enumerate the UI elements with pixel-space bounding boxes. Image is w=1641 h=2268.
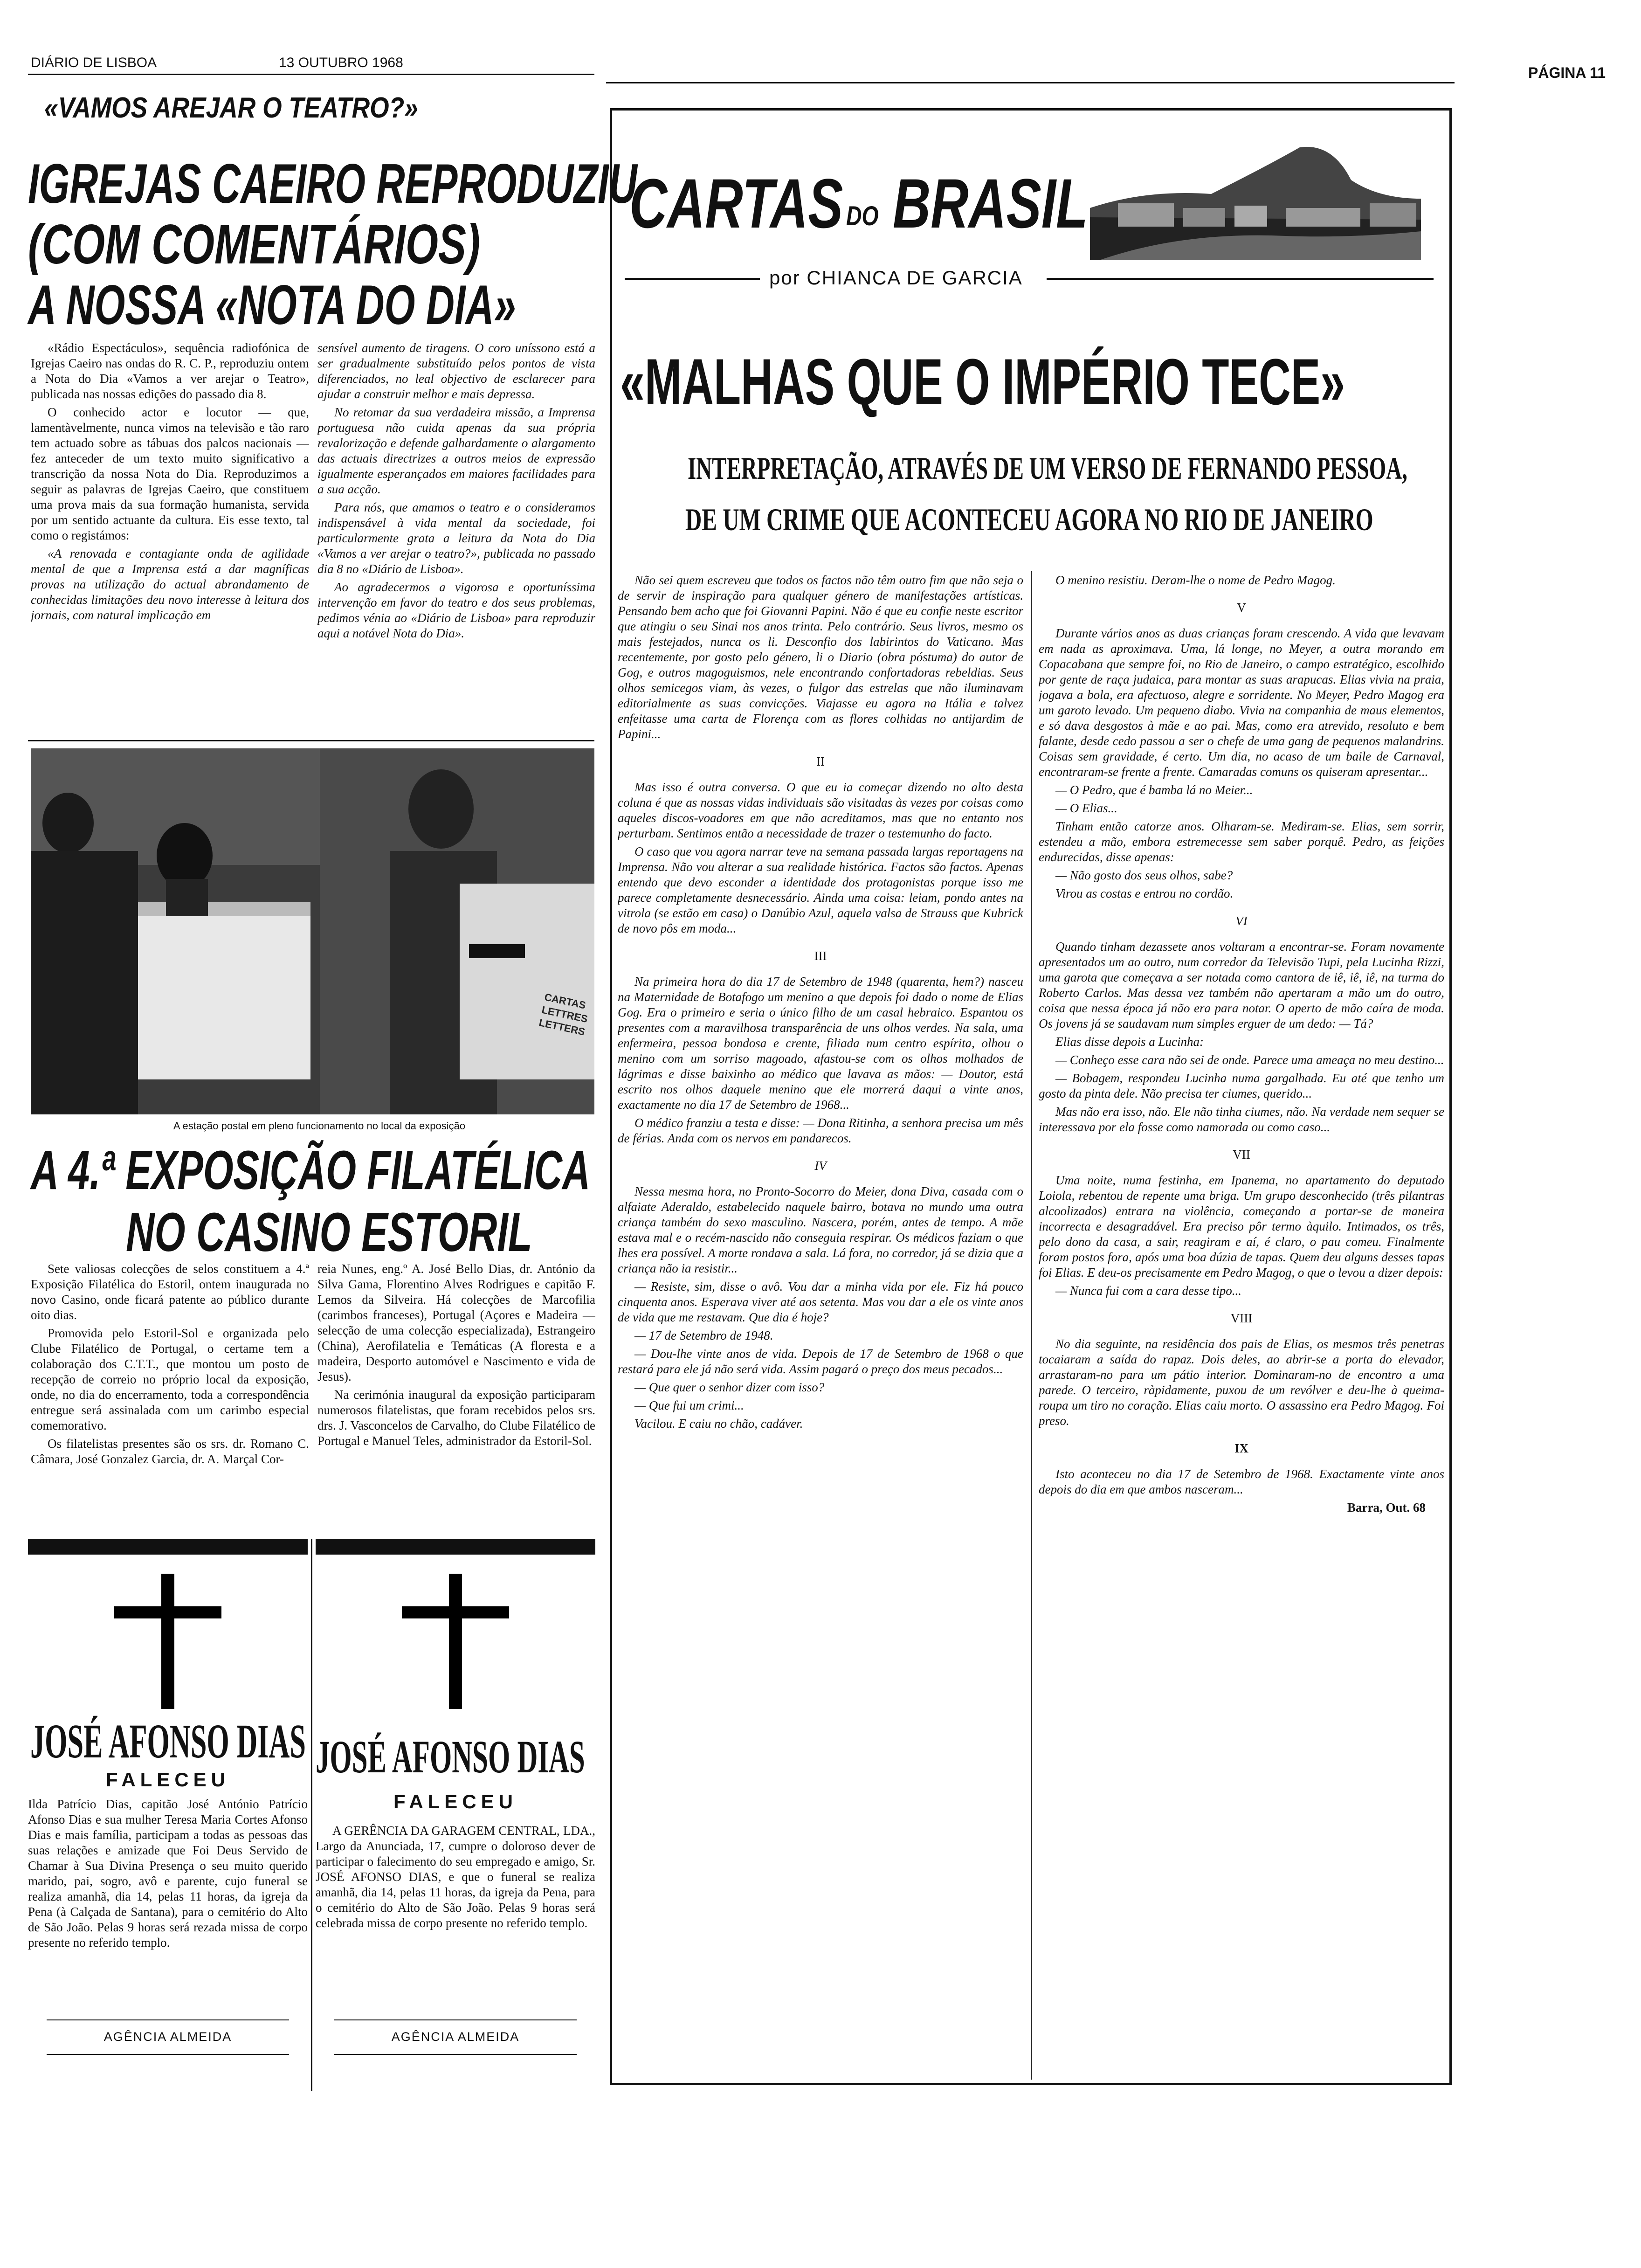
paragraph: — Nunca fui com a cara desse tipo... <box>1055 1284 1241 1298</box>
rio-landscape-illustration <box>1090 138 1421 260</box>
cross-icon-bar <box>402 1606 509 1618</box>
photo-illustration <box>31 748 594 1114</box>
cartas-subhead-2: DE UM CRIME QUE ACONTECEU AGORA NO RIO DE JANEIRO <box>685 502 1373 537</box>
paragraph: — O Pedro, que é bamba lá no Meier... <box>1055 783 1253 797</box>
agency-rule <box>334 2019 577 2020</box>
photo-sign: CARTAS LETTRES LETTERS <box>538 991 589 1038</box>
obituary-1-top-band <box>28 1539 308 1555</box>
paragraph: Ao agradecermos a vigorosa e oportuníssima intervenção em favor do teatro e dos seus problemas, pedimos vénia ao «Diário de Lisboa» para reproduzir aqui a notável Nota do Dia». <box>317 580 595 640</box>
paragraph: O conhecido actor e locutor — que, lamentàvelmente, nunca vimos na televisão e tão raro tem actuado sobre as tábuas dos palcos nacionais — fez anteceder de um texto muito significativo a transcrição da nossa Nota do Dia. Reproduzimos a seguir as palavras de Igrejas Caeiro, que constituem uma prova mais da sua formação humanista, servida por um sentido actuante da cultura. Eis esse texto, tal como o registámos: <box>31 405 309 542</box>
paragraph: No retomar da sua verdadeira missão, a Imprensa portuguesa não cuida apenas da sua própria revalorização e defende galhardamente o alargamento das actuais directrizes a outros meios de expressão igualmente esperançados em maiores facilidades para a sua acção. <box>317 405 595 496</box>
header-rule <box>28 74 594 75</box>
cartas-column-1 <box>618 573 1023 2079</box>
photo-caption: A estação postal em pleno funcionamento no local da exposição <box>173 1120 466 1132</box>
cartas-masthead-do: DO <box>846 201 879 231</box>
agency-rule <box>334 2054 577 2055</box>
obituary-2-top-band <box>316 1539 595 1555</box>
column-divider <box>1031 571 1032 2080</box>
byline-rule-left <box>625 278 760 280</box>
paragraph: No dia seguinte, na residência dos pais de Elias, os mesmos três penetras tocaiaram a saída do rapaz. Dois deles, ao abrir-se a porta do elevador, arrastaram-no para um pátio interior. Dominaram-no de encontro a uma parede. O terceiro, ràpidamente, puxou de um revólver e deu-lhe à queima-roupa um tiro no coração. Elias caiu morto. O assassino era Pedro Magog. Foi preso. <box>1039 1337 1444 1428</box>
section-number: VII <box>1233 1148 1250 1162</box>
byline-rule-right <box>1047 278 1434 280</box>
issue-date: 13 OUTUBRO 1968 <box>279 55 403 70</box>
paragraph: Na primeira hora do dia 17 de Setembro de 1948 (quarenta, hem?) nasceu na Maternidade de Botafogo um menino a que depois foi dado o nome de Elias Gog. Era o primeiro e seria o único filho de um casal hebraico. Espantou os presentes com a maravilhosa transparência de uns olhos verdes. Na sala, uma enfermeira, pessoa bondosa e crente, filiada num centro espírita, olhou o menino com um sorriso magoado, afastou-se com os olhos molhados de lágrimas e disse baixinho ao médico que lavava as mãos: — Doutor, está escrito nos olhos daquele menino que ele morrerá daqui a vinte anos, exactamente no dia 17 de Setembro de 1968... <box>618 975 1023 1112</box>
section-number: VI <box>1235 914 1248 928</box>
cartas-headline: «MALHAS QUE O IMPÉRIO TECE» <box>620 345 1345 418</box>
headline-line-3: A NOSSA «NOTA DO DIA» <box>28 274 516 336</box>
section-number: V <box>1237 601 1246 615</box>
paragraph: Na cerimónia inaugural da exposição participaram numerosos filatelistas, que foram recebidos pelos srs. drs. J. Vasconcelos de Carvalho, do Clube Filatélico de Portugal e Manuel Teles, administrador da Estoril-Sol. <box>317 1388 595 1448</box>
paragraph: — Não gosto dos seus olhos, sabe? <box>1055 868 1233 882</box>
paragraph: — Dou-lhe vinte anos de vida. Depois de 17 de Setembro de 1968 o que restará para ele já não será vida. Assim pagará o preço dos meus pecados... <box>618 1347 1023 1376</box>
paragraph: — Resiste, sim, disse o avô. Vou dar a minha vida por ele. Fiz há pouco cinquenta anos. Esperava viver até aos setenta. Mas vou dar a ele os vinte anos de vida que me restavam. Que dia é hoje? <box>618 1279 1023 1324</box>
paragraph: Não sei quem escreveu que todos os factos não têm outro fim que não seja o de servir de inspiração para qualquer género de manifestações artísticas. Pensando bem acho que foi Giovanni Papini. Não é que eu confie neste escritor que atingiu o seu Sinai nos anos trinta. Pelo contrário. Seus livros, mesmo os mais festejados, nunca os li. Desconfio dos labirintos do Vaticano. Mas recentemente, por gosto pelo género, li o Diario (obra póstuma) do autor de Gog, e outros magoguismos, nele encontrando confortadoras rebeldias. Seus olhos semicegos viam, às vezes, o fulgor das estrelas que não iluminavam editorialmente as suas convicções. Viajasse eu agora na Itália e talvez enfeitasse uma carta de Florença com as flores colhidas no antijardim de Papini... <box>618 573 1023 741</box>
obituary-name: JOSÉ AFONSO DIAS <box>30 1715 306 1768</box>
paragraph: Mas isso é outra conversa. O que eu ia começar dizendo no alto desta coluna é que as nossas vidas individuais são visitadas às vezes por coisas como aqueles discos-voadores em que não acreditamos, mas que no entanto nos perturbam. Sentimos então a necessidade de trazer o testemunho do facto. <box>618 780 1023 840</box>
byline: por CHIANCA DE GARCIA <box>769 267 1023 289</box>
headline-line-1: IGREJAS CAEIRO REPRODUZIU <box>28 152 637 215</box>
paragraph: Sete valiosas colecções de selos constituem a 4.ª Exposição Filatélica do Estoril, ontem inaugurada no novo Casino, onde ficará patente ao público durante oito dias. <box>31 1262 309 1322</box>
obituary-text <box>28 1797 308 1992</box>
obituary-status: FALECEU <box>393 1791 517 1812</box>
cross-icon-bar <box>114 1606 221 1618</box>
cartas-masthead-word-2: BRASIL <box>893 164 1088 242</box>
paragraph: O menino resistiu. Deram-lhe o nome de Pedro Magog. <box>1055 573 1336 587</box>
paragraph: Quando tinham dezassete anos voltaram a encontrar-se. Foram novamente apresentados um ao outro, num corredor da Televisão Tupi, pela Lucinha Rizzi, uma garota que começava a ser notada como cantora de iê, iê, iê, na turma do Roberto Carlos. Mas dessa vez também não apertaram a mão um do outro, coisa que nessa época já não era para notar. O aperto de mão caíra de moda. Os jovens já se saudavam num simples erguer de um dedo: — Tá? <box>1039 940 1444 1030</box>
headline-line-2: (COM COMENTÁRIOS) <box>28 213 480 276</box>
expo-headline-2: NO CASINO ESTORIL <box>126 1202 532 1263</box>
obituary-divider <box>311 1539 312 2091</box>
cross-icon <box>161 1574 174 1709</box>
paragraph: — Conheço esse cara não sei de onde. Parece uma ameaça no meu destino... <box>1055 1053 1444 1067</box>
paragraph: Durante vários anos as duas crianças foram crescendo. A vida que levavam em nada as aproximava. Uma, lá longe, no Meyer, a outra morando em Copacabana que sempre foi, no Rio de Janeiro, o campo estratégico, escolhido por gente de raça judaica, para montar as suas arapucas. Elias vivia na praia, jogava a bola, era afectuoso, alegre e sorridente. No Meyer, Pedro Magog era um garoto levado. Um pequeno diabo. Vivia na companhia de maus elementos, e só dava desgostos à mãe e ao pai. Mas, como era atrevido, resoluto e bem falante, desde cedo passou a ser o chefe de uma gang de pequenos malandrins. Coisas sem gravidade, é certo. Um dia, no acaso de um baile de Carnaval, encontraram-se frente a frente. Camaradas comuns os quiseram apresentar... <box>1039 626 1444 779</box>
cartas-masthead-word-1: CARTAS <box>629 164 843 242</box>
paragraph: «Rádio Espectáculos», sequência radiofónica de Igrejas Caeiro nas ondas do R. C. P., reproduziu ontem a Nota do Dia «Vamos a ver arejar o Teatro», publicada nas nossas edições do passado dia 8. <box>31 341 309 401</box>
paragraph: Nessa mesma hora, no Pronto-Socorro do Meier, dona Diva, casada com o alfaiate Aderaldo, estabelecido naquele bairro, botava no mundo uma outra criança também do sexo masculino. Nascera, porém, antes de tempo. A mãe estava mal e o recém-nascido não conseguia respirar. Os médicos faziam o que lhes era possível. A morte rondava a sala. Lá fora, no corredor, já se dizia que a criança não ia resistir... <box>618 1184 1023 1275</box>
cross-icon <box>449 1574 462 1709</box>
paragraph: Os filatelistas presentes são os srs. dr. Romano C. Câmara, José Gonzalez Garcia, dr. A. Marçal Cor- <box>31 1437 309 1466</box>
paragraph: O médico franziu a testa e disse: — Dona Ritinha, a senhora precisa um mês de férias. Anda com os nervos em pandarecos. <box>618 1116 1023 1145</box>
cartas-subhead-1: INTERPRETAÇÃO, ATRAVÉS DE UM VERSO DE FERNANDO PESSOA, <box>688 450 1407 486</box>
header-rule-right <box>606 82 1455 83</box>
paragraph: reia Nunes, eng.º A. José Bello Dias, dr. António da Silva Gama, Florentino Alves Rodrigues e capitão F. Lemos da Silveira. Há colecções de Marcofilia (carimbos franceses), Portugal (Açores e Madeira — selecção de uma colecção especializada), Estrangeiro (China), Aerofilatelia e Temáticas (A floresta e a madeira, Desporto automóvel e Nascimento e vida de Jesus). <box>317 1262 595 1383</box>
funeral-agency: AGÊNCIA ALMEIDA <box>391 2030 520 2044</box>
funeral-agency: AGÊNCIA ALMEIDA <box>103 2030 232 2044</box>
paragraph: Uma noite, numa festinha, em Ipanema, no apartamento do deputado Loiola, rebentou de repente uma briga. Um grupo desconhecido (três pilantras alcoolizados) entrara na violência, começando a portar-se de maneira incorrecta e desagradável. Era preciso pôr termo àquilo. Intimados, os três, pelo dono da casa, a sair, reagiram e aí, é claro, o pau comeu. Finalmente foram postos fora, após uma boa dúzia de tapas. Quem deu alguns desses tapas foi Elias. E deu-os precisamente em Pedro Magog, o que o levou a dizer depois: <box>1039 1173 1444 1279</box>
agency-rule <box>47 2019 289 2020</box>
section-number: VIII <box>1230 1311 1253 1325</box>
paragraph: Elias disse depois a Lucinha: <box>1055 1035 1204 1049</box>
section-number: III <box>814 949 827 963</box>
cartas-column-2 <box>1039 573 1444 2079</box>
paragraph: — Que fui um crimi... <box>634 1398 744 1412</box>
exhibition-photo <box>31 748 594 1114</box>
obituary-paragraph: Ilda Patrício Dias, capitão José António Patrício Afonso Dias e sua mulher Teresa Maria Cortes Afonso Dias e mais família, participam a todas as pessoas das suas relações e amizade que Foi Deus Servido de Chamar à Sua Divina Presença o seu muito querido marido, pai, sogro, avô e parente, cujo funeral se realiza amanhã, dia 14, pelas 11 horas, da igreja da Pena (à Calçada de Santana), para o cemitério do Alto de São João. Pelas 9 horas será rezada missa de corpo presente no referido templo. <box>28 1797 308 1950</box>
paragraph: Tinham então catorze anos. Olharam-se. Mediram-se. Elias, sem sorrir, estendeu a mão, embora estremecesse sem saber porquê. Pedro, as feições endurecidas, disse apenas: <box>1039 819 1444 864</box>
signature-place-date: Barra, Out. 68 <box>1347 1500 1426 1514</box>
section-rule <box>28 740 594 741</box>
paragraph: — Que quer o senhor dizer com isso? <box>634 1380 825 1394</box>
section-number: IV <box>814 1159 827 1173</box>
obituary-1 <box>28 1555 308 2091</box>
paragraph: — 17 de Setembro de 1948. <box>634 1328 773 1342</box>
paragraph: — Bobagem, respondeu Lucinha numa gargalhada. Eu até que tenho um gosto da pinta dele. Não precisa ter ciumes, querido... <box>1039 1071 1444 1100</box>
obituary-text <box>316 1823 595 2010</box>
expo-column-1 <box>31 1261 309 1513</box>
paragraph: Vacilou. E caiu no chão, cadáver. <box>634 1417 803 1431</box>
paragraph: Mas não era isso, não. Ele não tinha ciumes, não. Na verdade nem sequer se interessava por ela fosse como namorada ou como caso... <box>1039 1105 1444 1134</box>
obituary-status: FALECEU <box>105 1769 230 1791</box>
kicker: «VAMOS AREJAR O TEATRO?» <box>44 92 418 124</box>
obituary-paragraph: A GERÊNCIA DA GARAGEM CENTRAL, LDA., Largo da Anunciada, 17, cumpre o doloroso dever de participar o falecimento do seu empregado e amigo, Sr. JOSÉ AFONSO DIAS, e que o funeral se realiza amanhã, dia 14, pelas 11 horas, da igreja da Pena, para o cemitério do Alto de São João. Pelas 9 horas será celebrada missa de corpo presente no referido templo. <box>316 1824 595 1930</box>
paragraph: Promovida pelo Estoril-Sol e organizada pelo Clube Filatélico de Portugal, o certame tem a colaboração dos C.T.T., que montou um posto de recepção de correio no próprio local da exposição, onde, no dia do encerramento, toda a correspondência entregue será assinalada com um carimbo especial comemorativo. <box>31 1326 309 1432</box>
section-number: II <box>816 754 825 768</box>
paragraph: «A renovada e contagiante onda de agilidade mental de que a Imprensa está a dar magníficas provas na utilização do actual abrandamento de conhecidas limitações deu novo interesse à leitura dos jornais, com natural implicação em <box>31 546 309 622</box>
expo-headline-1: A 4.ª EXPOSIÇÃO FILATÉLICA <box>31 1140 591 1201</box>
newspaper-name: DIÁRIO DE LISBOA <box>31 55 157 70</box>
paragraph: sensível aumento de tiragens. O coro uníssono está a ser gradualmente substituído pelos pontos de vista diferenciados, no leal objectivo de esclarecer para ajudar a construir melhor e mais depressa. <box>317 341 595 401</box>
page-number: PÁGINA 11 <box>1528 64 1606 81</box>
paragraph: Virou as costas e entrou no cordão. <box>1055 886 1234 900</box>
article-column-2 <box>317 340 595 737</box>
article-column-1 <box>31 340 309 737</box>
paragraph: Para nós, que amamos o teatro e o consideramos indispensável à vida mental da sociedade, foi particularmente grata a leitura da Nota do Dia «Vamos a ver arejar o teatro?», publicada no passado dia 8 no «Diário de Lisboa». <box>317 500 595 576</box>
section-number: IX <box>1234 1441 1248 1455</box>
obituary-2 <box>316 1555 595 2091</box>
agency-rule <box>47 2054 289 2055</box>
paragraph: — O Elias... <box>1055 801 1117 815</box>
paragraph: O caso que vou agora narrar teve na semana passada largas reportagens na Imprensa. Não vou alterar a sua realidade histórica. Factos são factos. Apenas entendo que devo esconder a identidade dos protagonistas porque isso me parece completamente desnecessário. Ainda uma coisa: leiam, pondo antes na vitrola (se estão em casa) o Danúbio Azul, aquela valsa de Strauss que Kubrick de novo pôs em moda... <box>618 844 1023 935</box>
expo-column-2 <box>317 1261 595 1513</box>
paragraph: Isto aconteceu no dia 17 de Setembro de 1968. Exactamente vinte anos depois do dia em que ambos nasceram... <box>1039 1467 1444 1496</box>
obituary-name: JOSÉ AFONSO DIAS <box>316 1731 585 1783</box>
